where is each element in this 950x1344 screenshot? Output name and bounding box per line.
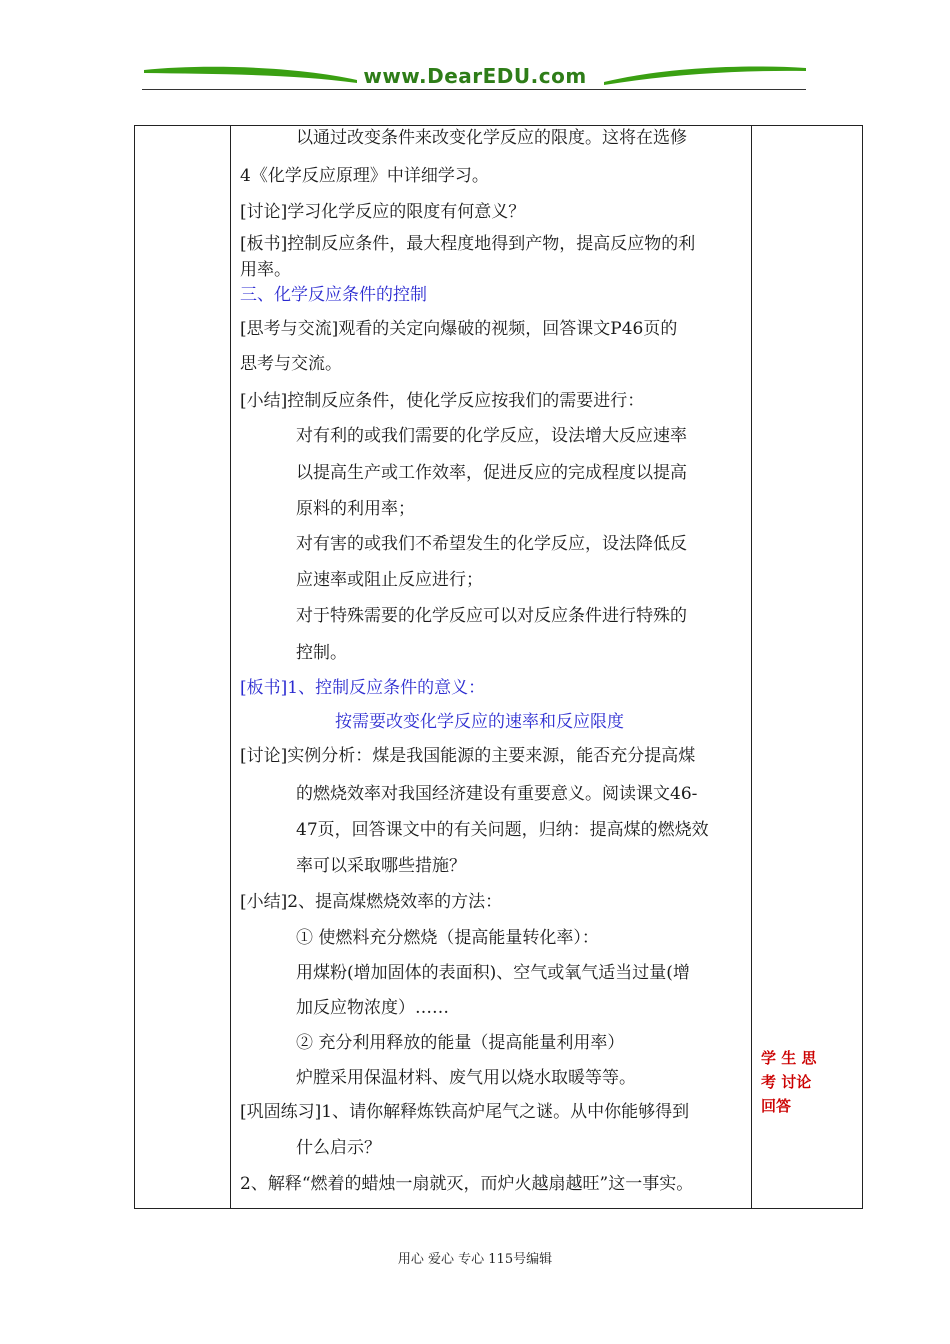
text-line: 以通过改变条件来改变化学反应的限度。这将在选修 bbox=[296, 128, 687, 148]
text-line: 应速率或阻止反应进行； bbox=[296, 570, 483, 590]
text-line: ① 使燃料充分燃烧（提高能量转化率）： bbox=[296, 928, 599, 948]
text-line: 对有害的或我们不希望发生的化学反应，设法降低反 bbox=[296, 534, 687, 554]
column-divider-left bbox=[230, 126, 231, 1208]
site-logo-text: www.DearEDU.com bbox=[363, 64, 587, 88]
text-line: 47页，回答课文中的有关问题，归纳：提高煤的燃烧效 bbox=[296, 820, 709, 840]
text-line: 什么启示？ bbox=[296, 1138, 381, 1158]
text-line: 用煤粉(增加固体的表面积)、空气或氧气适当过量(增 bbox=[296, 963, 690, 983]
text-line: 加反应物浓度）…… bbox=[296, 998, 449, 1018]
text-line: 对有利的或我们需要的化学反应，设法增大反应速率 bbox=[296, 426, 687, 446]
column-divider-right bbox=[751, 126, 752, 1208]
page-footer: 用心 爱心 专心 115号编辑 bbox=[397, 1252, 553, 1267]
text-line: [讨论]学习化学反应的限度有何意义？ bbox=[240, 202, 526, 222]
text-line: [讨论]实例分析：煤是我国能源的主要来源，能否充分提高煤 bbox=[240, 746, 696, 766]
text-line: 原料的利用率； bbox=[296, 499, 415, 519]
lesson-table bbox=[134, 125, 863, 1209]
text-line: 4《化学反应原理》中详细学习。 bbox=[240, 166, 489, 186]
section-heading: 三、化学反应条件的控制 bbox=[240, 285, 427, 305]
text-line: 用率。 bbox=[240, 260, 291, 280]
text-line: [板书]控制反应条件，最大程度地得到产物，提高反应物的利 bbox=[240, 234, 696, 254]
text-line: 控制。 bbox=[296, 643, 347, 663]
side-note-line: 学 生 思 bbox=[761, 1049, 817, 1067]
text-line: [思考与交流]观看的关定向爆破的视频，回答课文P46页的 bbox=[240, 319, 678, 339]
side-note-line: 回答 bbox=[761, 1097, 792, 1115]
board-note-detail: 按需要改变化学反应的速率和反应限度 bbox=[335, 712, 624, 732]
side-note bbox=[761, 1046, 831, 1118]
text-line: 炉膛采用保温材料、废气用以烧水取暖等等。 bbox=[296, 1068, 636, 1088]
side-note-line: 考 讨论 bbox=[761, 1073, 812, 1091]
text-line: 率可以采取哪些措施？ bbox=[296, 856, 466, 876]
text-line: [巩固练习]1、请你解释炼铁高炉尾气之谜。从中你能够得到 bbox=[240, 1102, 690, 1122]
text-line: 对于特殊需要的化学反应可以对反应条件进行特殊的 bbox=[296, 606, 687, 626]
text-line: 以提高生产或工作效率，促进反应的完成程度以提高 bbox=[296, 463, 687, 483]
text-line: [小结]控制反应条件，使化学反应按我们的需要进行： bbox=[240, 391, 645, 411]
text-line: 的燃烧效率对我国经济建设有重要意义。阅读课文46- bbox=[296, 784, 698, 804]
board-note: [板书]1、控制反应条件的意义： bbox=[240, 678, 486, 698]
header-rule bbox=[142, 89, 806, 90]
text-line: ② 充分利用释放的能量（提高能量利用率） bbox=[296, 1033, 625, 1053]
site-header bbox=[142, 58, 808, 98]
text-line: 思考与交流。 bbox=[240, 354, 342, 374]
text-line: 2、解释“燃着的蜡烛一扇就灭，而炉火越扇越旺”这一事实。 bbox=[240, 1174, 694, 1194]
text-line: [小结]2、提高煤燃烧效率的方法： bbox=[240, 892, 503, 912]
